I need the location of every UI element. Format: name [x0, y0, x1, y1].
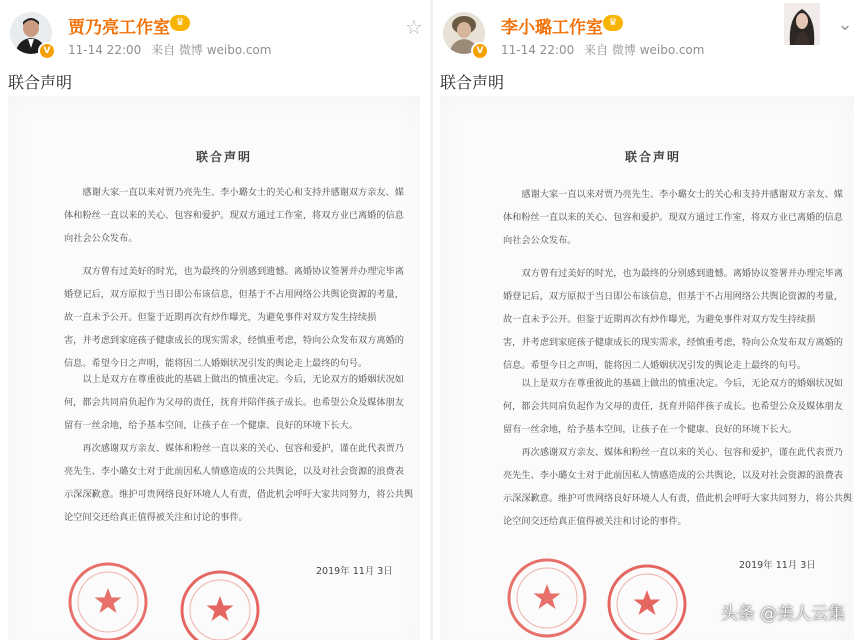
statement-line: 再次感谢双方亲友、媒体和粉丝一直以来的关心、包容和爱护，谨在此代表贾乃: [521, 447, 843, 458]
statement-paragraph: [503, 441, 852, 533]
post-text: 联合声明: [440, 73, 505, 92]
statement-paragraph: [64, 437, 413, 529]
post-text: 联合声明: [8, 73, 73, 92]
favorite-star-icon[interactable]: ☆: [405, 15, 423, 39]
statement-line: 示深深歉意。维护可贵网络良好环境人人有责，借此机会呼吁大家共同努力，将公共舆: [64, 489, 414, 500]
statement-line: 双方曾有过美好的时光，也为最终的分别感到遗憾。离婚协议签署并办理完毕离: [82, 266, 404, 277]
statement-line: 婚登记后，双方原拟于当日即公布该信息，但基于不占用网络公共舆论资源的考量，: [503, 291, 843, 302]
statement-title: 联合声明: [196, 150, 253, 164]
post-source[interactable]: 来自 微博 weibo.com: [151, 43, 272, 57]
weibo-post-right: [433, 0, 863, 640]
post-meta: [501, 41, 710, 58]
statement-title: 联合声明: [625, 150, 682, 164]
statement-date: 2019年 11月 3日: [739, 560, 816, 571]
statement-line: 感谢大家一直以来对贾乃亮先生、李小璐女士的关心和支持并感谢双方亲友、媒: [82, 187, 404, 198]
statement-line: 感谢大家一直以来对贾乃亮先生、李小璐女士的关心和支持并感谢双方亲友、媒: [521, 189, 843, 200]
statement-line: 故一直未予公开。但鉴于近期再次有炒作曝光，为避免事件对双方发生持续损: [503, 314, 816, 325]
statement-paragraph: [64, 368, 404, 437]
statement-line: 信息。希望今日之声明，能将因二人婚姻状况引发的舆论走上最终的句号。: [503, 360, 807, 371]
post-time: 11-14 22:00: [68, 43, 142, 57]
red-seal-stamp: [505, 556, 589, 640]
statement-line: 以上是双方在尊重彼此的基础上做出的慎重决定。今后，无论双方的婚姻状况如: [521, 378, 843, 389]
weibo-post-left: [0, 0, 430, 640]
statement-line: 向社会公众发布。: [503, 235, 577, 246]
verified-badge-icon: V: [38, 42, 56, 60]
account-name[interactable]: 李小璐工作室: [501, 18, 603, 38]
statement-line: 亮先生、李小璐女士对于此前因私人情感造成的公共舆论，以及对社会资源的浪费表: [64, 466, 404, 477]
statement-paragraph: [503, 372, 843, 441]
red-seal-stamp: [178, 568, 262, 640]
vip-crown-icon: ♛: [170, 15, 190, 31]
statement-line: 婚登记后，双方原拟于当日即公布该信息，但基于不占用网络公共舆论资源的考量，: [64, 289, 404, 300]
chevron-down-icon[interactable]: ⌄: [837, 14, 853, 35]
account-name[interactable]: 贾乃亮工作室: [68, 18, 170, 38]
portrait-thumbnail-icon: [784, 3, 820, 45]
vip-crown-icon: ♛: [603, 15, 623, 31]
statement-line: 故一直未予公开。但鉴于近期再次有炒作曝光，为避免事件对双方发生持续损: [64, 312, 377, 323]
statement-paragraph: [64, 181, 404, 250]
statement-line: 论空间交还给真正值得被关注和讨论的事件。: [503, 516, 687, 527]
post-meta: [68, 41, 277, 58]
red-seal-stamp: [66, 560, 150, 640]
statement-paragraph: [64, 260, 404, 375]
verified-badge-icon: V: [471, 42, 489, 60]
watermark-text: 头条 @美人云集: [720, 604, 845, 624]
statement-paragraph: [503, 262, 843, 377]
post-source[interactable]: 来自 微博 weibo.com: [584, 43, 705, 57]
statement-line: 害，并考虑到家庭孩子健康成长的现实需求，经慎重考虑，特向公众发布双方离婚的: [503, 337, 843, 348]
statement-line: 体和粉丝一直以来的关心、包容和爱护。现双方通过工作室，将双方业已离婚的信息: [503, 212, 843, 223]
statement-line: 论空间交还给真正值得被关注和讨论的事件。: [64, 512, 248, 523]
statement-line: 再次感谢双方亲友、媒体和粉丝一直以来的关心、包容和爱护，谨在此代表贾乃: [82, 443, 404, 454]
statement-line: 害，并考虑到家庭孩子健康成长的现实需求，经慎重考虑，特向公众发布双方离婚的: [64, 335, 404, 346]
post-header: [0, 0, 430, 66]
post-time: 11-14 22:00: [501, 43, 575, 57]
statement-line: 何，都会共同肩负起作为父母的责任，抚育并陪伴孩子成长。也希望公众及媒体朋友: [503, 401, 843, 412]
statement-line: 留有一丝余地，给予基本空间，让孩子在一个健康、良好的环境下长大。: [64, 420, 358, 431]
post-header: [433, 0, 863, 66]
red-seal-stamp: [605, 562, 689, 640]
statement-line: 信息。希望今日之声明，能将因二人婚姻状况引发的舆论走上最终的句号。: [64, 358, 368, 369]
statement-line: 以上是双方在尊重彼此的基础上做出的慎重决定。今后，无论双方的婚姻状况如: [82, 374, 404, 385]
statement-line: 双方曾有过美好的时光，也为最终的分别感到遗憾。离婚协议签署并办理完毕离: [521, 268, 843, 279]
statement-line: 何，都会共同肩负起作为父母的责任，抚育并陪伴孩子成长。也希望公众及媒体朋友: [64, 397, 404, 408]
statement-paragraph: [503, 183, 843, 252]
statement-line: 留有一丝余地，给予基本空间，让孩子在一个健康、良好的环境下长大。: [503, 424, 797, 435]
statement-line: 亮先生、李小璐女士对于此前因私人情感造成的公共舆论，以及对社会资源的浪费表: [503, 470, 843, 481]
statement-line: 体和粉丝一直以来的关心、包容和爱护。现双方通过工作室，将双方业已离婚的信息: [64, 210, 404, 221]
statement-line: 向社会公众发布。: [64, 233, 138, 244]
statement-date: 2019年 11月 3日: [316, 566, 393, 577]
photo-thumbnail[interactable]: [784, 3, 820, 45]
statement-line: 示深深歉意。维护可贵网络良好环境人人有责，借此机会呼吁大家共同努力，将公共舆: [503, 493, 853, 504]
